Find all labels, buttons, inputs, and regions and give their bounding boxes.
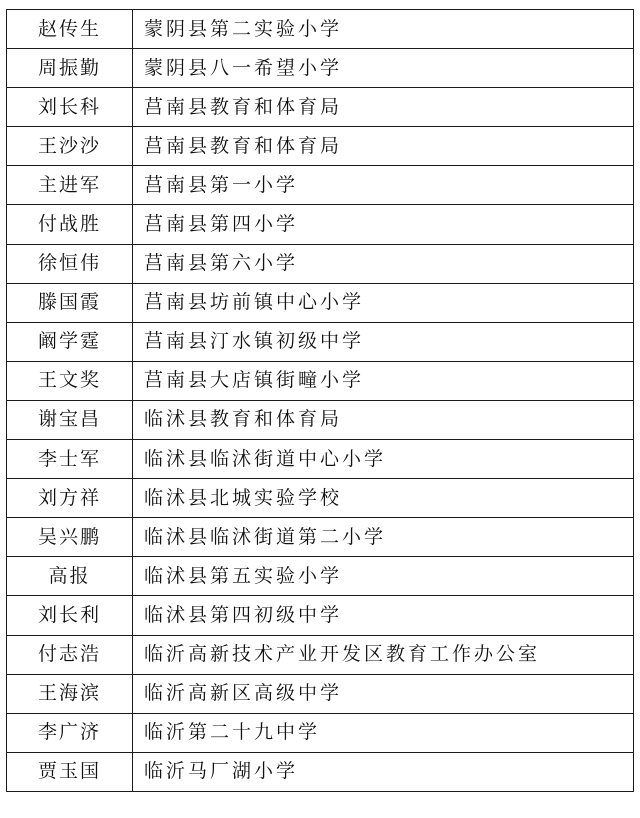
- organization-cell: 莒南县汀水镇初级中学: [133, 322, 634, 361]
- table-row: [7, 635, 634, 674]
- name-cell: 滕国霞: [7, 283, 133, 322]
- name-cell: 周振勤: [7, 49, 133, 88]
- organization-cell: 临沂高新技术产业开发区教育工作办公室: [133, 635, 634, 674]
- organization-cell: 蒙阴县第二实验小学: [133, 10, 634, 49]
- organization-cell: 莒南县第六小学: [133, 244, 634, 283]
- name-cell: 刘方祥: [7, 479, 133, 518]
- table-row: [7, 518, 634, 557]
- table-row: [7, 322, 634, 361]
- name-cell: 王文奖: [7, 361, 133, 400]
- organization-cell: 莒南县教育和体育局: [133, 88, 634, 127]
- table-row: [7, 10, 634, 49]
- organization-cell: 临沭县临沭街道中心小学: [133, 440, 634, 479]
- organization-cell: 临沂马厂湖小学: [133, 752, 634, 791]
- organization-cell: 临沂高新区高级中学: [133, 674, 634, 713]
- organization-cell: 莒南县大店镇街疃小学: [133, 361, 634, 400]
- name-cell: 付战胜: [7, 205, 133, 244]
- table-row: [7, 283, 634, 322]
- organization-cell: 莒南县教育和体育局: [133, 127, 634, 166]
- table-row: [7, 49, 634, 88]
- name-cell: 贾玉国: [7, 752, 133, 791]
- name-cell: 刘长科: [7, 88, 133, 127]
- name-cell: 阚学霆: [7, 322, 133, 361]
- name-cell: 刘长利: [7, 596, 133, 635]
- name-cell: 高报: [7, 557, 133, 596]
- table-row: [7, 361, 634, 400]
- table-row: [7, 713, 634, 752]
- name-cell: 李广济: [7, 713, 133, 752]
- organization-cell: 莒南县第四小学: [133, 205, 634, 244]
- organization-cell: 临沭县临沭街道第二小学: [133, 518, 634, 557]
- table-row: [7, 205, 634, 244]
- name-cell: 付志浩: [7, 635, 133, 674]
- name-cell: 赵传生: [7, 10, 133, 49]
- table-row: [7, 127, 634, 166]
- name-cell: 王沙沙: [7, 127, 133, 166]
- organization-cell: 临沭县第四初级中学: [133, 596, 634, 635]
- organization-cell: 临沭县第五实验小学: [133, 557, 634, 596]
- name-cell: 谢宝昌: [7, 400, 133, 439]
- organization-cell: 临沭县教育和体育局: [133, 400, 634, 439]
- organization-cell: 蒙阴县八一希望小学: [133, 49, 634, 88]
- organization-cell: 莒南县坊前镇中心小学: [133, 283, 634, 322]
- table-row: [7, 479, 634, 518]
- name-cell: 李士军: [7, 440, 133, 479]
- roster-table: [6, 9, 634, 792]
- name-cell: 王海滨: [7, 674, 133, 713]
- roster-table-body: [7, 10, 634, 792]
- table-row: [7, 88, 634, 127]
- name-cell: 主进军: [7, 166, 133, 205]
- table-row: [7, 752, 634, 791]
- organization-cell: 临沂第二十九中学: [133, 713, 634, 752]
- table-row: [7, 166, 634, 205]
- organization-cell: 临沭县北城实验学校: [133, 479, 634, 518]
- table-row: [7, 244, 634, 283]
- table-row: [7, 596, 634, 635]
- table-row: [7, 440, 634, 479]
- table-row: [7, 674, 634, 713]
- name-cell: 徐恒伟: [7, 244, 133, 283]
- organization-cell: 莒南县第一小学: [133, 166, 634, 205]
- table-row: [7, 400, 634, 439]
- table-row: [7, 557, 634, 596]
- name-cell: 吴兴鹏: [7, 518, 133, 557]
